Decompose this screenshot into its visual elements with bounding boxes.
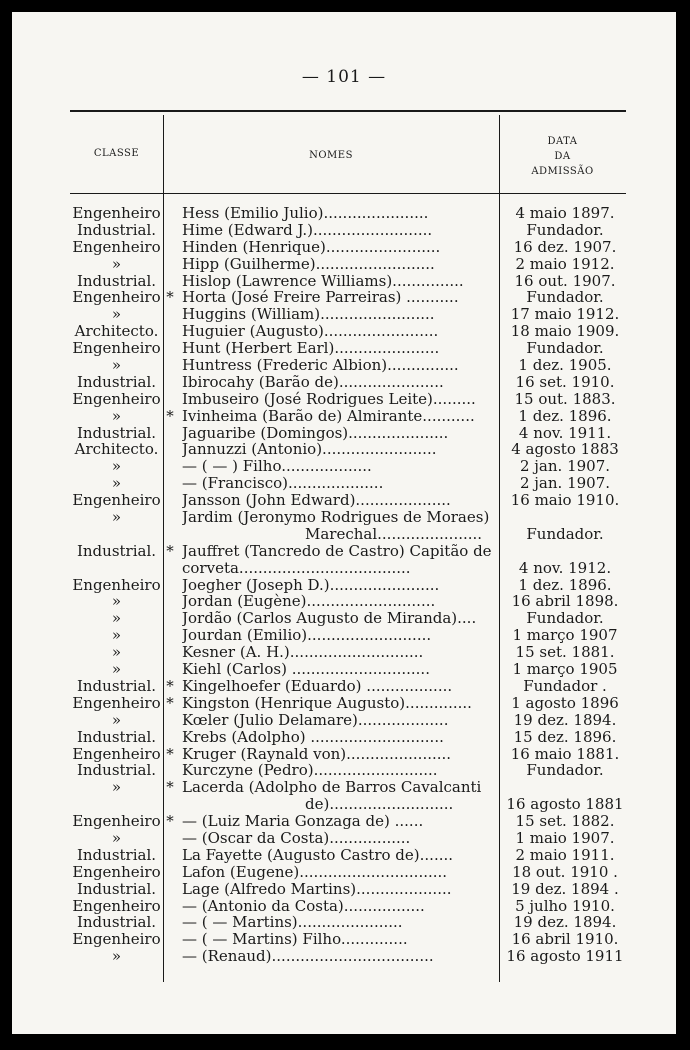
nome-cell: Jordão (Carlos Augusto de Miranda)....: [182, 610, 477, 628]
table-row: [70, 374, 630, 391]
table-row: [70, 627, 630, 644]
classe-cell: »: [111, 592, 122, 611]
founder-mark: *: [166, 541, 174, 560]
nome-cell: — (Oscar da Costa).................: [182, 829, 411, 847]
classe-cell: »: [111, 778, 122, 797]
table-row: [70, 425, 630, 442]
table-row: [70, 914, 630, 931]
founder-mark: *: [166, 693, 174, 712]
classe-cell: Engenheiro: [72, 693, 161, 712]
data-cell: 1 março 1905: [512, 660, 618, 679]
data-cell: 15 dez. 1896.: [513, 727, 617, 746]
nome-cell: Joegher (Joseph D.).......................: [182, 576, 440, 594]
data-cell: 4 nov. 1911.: [518, 423, 612, 442]
nome-cell: Jourdan (Emilio)..........................: [182, 627, 432, 645]
nome-cell: Hunt (Herbert Earl)......................: [182, 340, 440, 358]
nome-cell: Ibirocahy (Barão de)......................: [182, 373, 444, 391]
nome-cell: — (Renaud)..................................: [182, 948, 434, 966]
header-data-admissao: [499, 134, 626, 179]
data-cell: 19 dez. 1894 .: [511, 879, 619, 898]
nome-cell: Jordan (Eugène)...........................: [182, 593, 436, 611]
page-number: — 101 —: [301, 67, 387, 87]
nome-cell: Jannuzzi (Antonio)........................: [182, 441, 437, 459]
classe-cell: Industrial.: [76, 676, 157, 695]
data-cell: 4 nov. 1912.: [518, 558, 612, 577]
nome-cell: Kœler (Julio Delamare)...................: [182, 711, 449, 729]
classe-cell: »: [111, 643, 122, 662]
data-cell: 15 out. 1883.: [514, 389, 616, 408]
table-row: [70, 762, 630, 779]
data-cell: 18 maio 1909.: [510, 322, 620, 341]
classe-cell: Industrial.: [76, 913, 157, 932]
classe-cell: Engenheiro: [72, 575, 161, 594]
nome-cell: Lacerda (Adolpho de Barros Cavalcanti: [182, 779, 482, 797]
nome-cell: Ivinheima (Barão de) Almirante...........: [182, 407, 475, 425]
classe-cell: »: [111, 356, 122, 375]
data-cell: 2 maio 1912.: [515, 254, 615, 273]
nome-cell: Lafon (Eugene)...............................: [182, 863, 448, 881]
data-cell: Fundador.: [526, 339, 604, 358]
data-cell: 1 dez. 1896.: [518, 575, 612, 594]
table-row: [70, 492, 630, 509]
classe-cell: »: [111, 660, 122, 679]
nome-cell: Horta (José Freire Parreiras) ...........: [182, 289, 459, 307]
nome-cell: — ( — Martins) Filho..............: [182, 931, 408, 949]
data-cell: Fundador.: [526, 524, 604, 543]
data-cell: 16 dez. 1907.: [513, 237, 617, 256]
nome-cell: Kesner (A. H.)............................: [182, 644, 424, 662]
classe-cell: Engenheiro: [72, 862, 161, 881]
founder-mark: *: [166, 744, 174, 763]
table-row: [70, 408, 630, 425]
data-cell: 16 out. 1907.: [514, 271, 616, 290]
nome-cell: — ( — ) Filho...................: [182, 458, 372, 476]
data-cell: 16 maio 1881.: [510, 744, 620, 763]
classe-cell: »: [111, 626, 122, 645]
nome-cell: Jaguaribe (Domingos).....................: [182, 424, 449, 442]
table-row: [70, 610, 630, 627]
classe-cell: Engenheiro: [72, 491, 161, 510]
table-row: [70, 796, 630, 813]
table-row: [70, 323, 630, 340]
table-row: [70, 273, 630, 290]
nome-cell: — (Luiz Maria Gonzaga de) ......: [182, 813, 424, 830]
header-nomes: NOMES: [309, 150, 353, 161]
table-row: [70, 948, 630, 965]
table-row: [70, 340, 630, 357]
member-list: [70, 205, 630, 965]
data-cell: Fundador.: [526, 288, 604, 307]
classe-cell: »: [111, 457, 122, 476]
header-classe: CLASSE: [93, 148, 140, 159]
classe-cell: »: [111, 254, 122, 273]
table-row: [70, 695, 630, 712]
classe-cell: Engenheiro: [72, 339, 161, 358]
nome-cell: Kingelhoefer (Eduardo) ..................: [182, 677, 453, 695]
classe-cell: »: [111, 508, 122, 527]
table-row: [70, 543, 630, 560]
classe-cell: Industrial.: [76, 727, 157, 746]
table-row: [70, 898, 630, 915]
nome-cell: Huggins (William)........................: [182, 306, 435, 324]
table-row: [70, 931, 630, 948]
nome-cell: Jansson (John Edward)....................: [182, 492, 451, 510]
data-cell: 16 agosto 1911: [506, 947, 624, 966]
table-row: [70, 560, 630, 577]
data-cell: 16 maio 1910.: [510, 491, 620, 510]
classe-cell: Engenheiro: [72, 389, 161, 408]
nome-cell: Huntress (Frederic Albion)...............: [182, 357, 459, 374]
table-row: [70, 205, 630, 222]
table-row: [70, 779, 630, 796]
founder-mark: *: [166, 778, 174, 797]
nome-cell: Kurczyne (Pedro)..........................: [182, 762, 438, 780]
classe-cell: Industrial.: [76, 372, 157, 391]
classe-cell: »: [111, 474, 122, 493]
data-cell: 19 dez. 1894.: [513, 913, 617, 932]
classe-cell: Engenheiro: [72, 204, 161, 222]
table-row: [70, 222, 630, 239]
classe-cell: »: [111, 406, 122, 425]
nome-cell: Hess (Emilio Julio)......................: [182, 205, 429, 222]
table-row: [70, 526, 630, 543]
data-cell: 5 julho 1910.: [515, 896, 615, 915]
classe-cell: Industrial.: [76, 761, 157, 780]
nome-cell: Imbuseiro (José Rodrigues Leite).........: [182, 390, 476, 408]
table-row: [70, 391, 630, 408]
document-page: [12, 12, 676, 1034]
nome-cell: Jauffret (Tancredo de Castro) Capitão de: [182, 542, 492, 560]
table-row: [70, 256, 630, 273]
nome-cell: Hislop (Lawrence Williams)...............: [182, 272, 464, 290]
nome-cell: Krebs (Adolpho) ............................: [182, 728, 444, 746]
classe-cell: »: [111, 828, 122, 847]
nome-cell: Hinden (Henrique)........................: [182, 238, 441, 256]
nome-cell: Kiehl (Carlos) .............................: [182, 661, 430, 678]
table-row: [70, 458, 630, 475]
founder-mark: *: [166, 288, 174, 307]
nome-cell: de)..........................: [305, 796, 454, 814]
data-cell: 1 maio 1907.: [515, 828, 615, 847]
table-row: [70, 475, 630, 492]
header-da: DA: [554, 151, 571, 162]
header-admissao: ADMISSÃO: [531, 166, 594, 177]
classe-cell: »: [111, 710, 122, 729]
nome-cell: — (Francisco)....................: [182, 475, 384, 493]
table-row: [70, 239, 630, 256]
classe-cell: Industrial.: [76, 845, 157, 864]
data-cell: 16 set. 1910.: [515, 372, 615, 391]
data-cell: Fundador.: [526, 220, 604, 239]
table-row: [70, 661, 630, 678]
data-cell: 16 abril 1910.: [511, 930, 619, 949]
header-rule: [70, 193, 626, 194]
data-cell: 2 jan. 1907.: [519, 474, 611, 493]
data-cell: 1 março 1907: [512, 626, 618, 645]
data-cell: Fundador.: [526, 761, 604, 780]
classe-cell: Industrial.: [76, 220, 157, 239]
data-cell: Fundador .: [523, 676, 607, 695]
data-cell: 2 maio 1911.: [515, 845, 615, 864]
classe-cell: Industrial.: [76, 879, 157, 898]
table-row: [70, 509, 630, 526]
nome-cell: Marechal......................: [305, 525, 483, 543]
classe-cell: »: [111, 609, 122, 628]
nome-cell: — ( — Martins)......................: [182, 914, 403, 932]
nome-cell: corveta....................................: [182, 559, 411, 577]
data-cell: 2 jan. 1907.: [519, 457, 611, 476]
classe-cell: Architecto.: [74, 440, 159, 459]
data-cell: 15 set. 1881.: [515, 643, 615, 662]
table-row: [70, 306, 630, 323]
nome-cell: Kingston (Henrique Augusto)..............: [182, 694, 472, 712]
nome-cell: Lage (Alfredo Martins)....................: [182, 880, 452, 898]
data-cell: 4 maio 1897.: [515, 204, 615, 222]
data-cell: Fundador.: [526, 609, 604, 628]
table-row: [70, 357, 630, 374]
data-cell: 1 dez. 1896.: [518, 406, 612, 425]
nome-cell: Huguier (Augusto)........................: [182, 323, 439, 341]
classe-cell: »: [111, 305, 122, 324]
data-cell: 15 set. 1882.: [515, 812, 615, 831]
classe-cell: Engenheiro: [72, 237, 161, 256]
top-rule: [70, 110, 626, 112]
data-cell: 16 agosto 1881: [506, 795, 624, 814]
nome-cell: — (Antonio da Costa).................: [182, 897, 425, 915]
table-row: [70, 678, 630, 695]
classe-cell: Engenheiro: [72, 896, 161, 915]
classe-cell: Architecto.: [74, 322, 159, 341]
founder-mark: *: [166, 676, 174, 695]
data-cell: 17 maio 1912.: [510, 305, 620, 324]
table-row: [70, 881, 630, 898]
classe-cell: »: [111, 947, 122, 966]
data-cell: 19 dez. 1894.: [513, 710, 617, 729]
nome-cell: Hime (Edward J.).........................: [182, 221, 433, 239]
table-row: [70, 864, 630, 881]
table-row: [70, 729, 630, 746]
table-row: [70, 593, 630, 610]
classe-cell: Industrial.: [76, 271, 157, 290]
data-cell: 1 agosto 1896: [511, 693, 619, 712]
classe-cell: Industrial.: [76, 541, 157, 560]
classe-cell: Engenheiro: [72, 930, 161, 949]
founder-mark: *: [166, 812, 174, 831]
data-cell: 4 agosto 1883: [511, 440, 619, 459]
data-cell: 18 out. 1910 .: [512, 862, 618, 881]
nome-cell: Kruger (Raynald von)......................: [182, 745, 452, 763]
table-row: [70, 441, 630, 458]
data-cell: 1 dez. 1905.: [518, 356, 612, 375]
classe-cell: Engenheiro: [72, 288, 161, 307]
table-row: [70, 847, 630, 864]
table-row: [70, 813, 630, 830]
table-row: [70, 289, 630, 306]
data-cell: 16 abril 1898.: [511, 592, 619, 611]
table-row: [70, 830, 630, 847]
classe-cell: Industrial.: [76, 423, 157, 442]
table-row: [70, 644, 630, 661]
nome-cell: Jardim (Jeronymo Rodrigues de Moraes): [182, 509, 490, 526]
table-row: [70, 577, 630, 594]
header-data: DATA: [547, 136, 578, 147]
nome-cell: La Fayette (Augusto Castro de).......: [182, 846, 454, 864]
classe-cell: Engenheiro: [72, 744, 161, 763]
classe-cell: Engenheiro: [72, 812, 161, 831]
table-row: [70, 712, 630, 729]
founder-mark: *: [166, 406, 174, 425]
table-row: [70, 746, 630, 763]
nome-cell: Hipp (Guilherme).........................: [182, 255, 435, 273]
